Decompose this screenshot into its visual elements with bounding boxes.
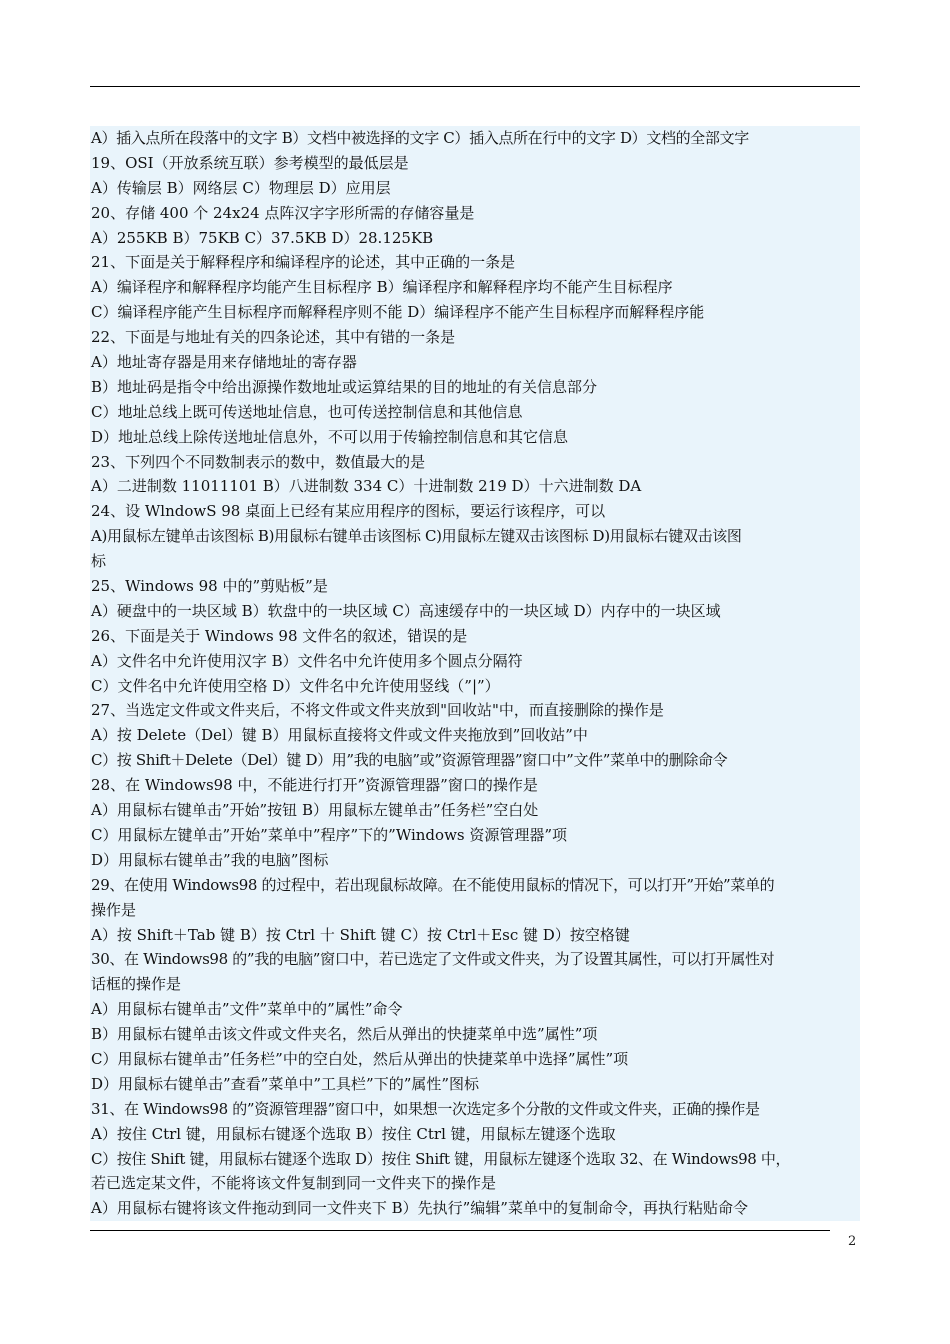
text-line: A）按 Shift＋Tab 键 B）按 Ctrl 十 Shift 键 C）按 Ctrl＋Esc 键 D）按空格键 [90,923,860,948]
text-line: A）用鼠标右键单击”开始”按钮 B）用鼠标左键单击”任务栏”空白处 [90,798,860,823]
text-line: A）按住 Ctrl 键，用鼠标右键逐个选取 B）按住 Ctrl 键，用鼠标左键逐个选取 [90,1122,860,1147]
text-line: 25、Windows 98 中的”剪贴板”是 [90,574,860,599]
document-body [90,126,860,1221]
text-line: 19、OSI（开放系统互联）参考模型的最低层是 [90,151,860,176]
footer-rule [90,1230,830,1231]
text-line: 29、在使用 Windows98 的过程中，若出现鼠标故障。在不能使用鼠标的情况下，可以打开”开始”菜单的 [90,873,860,898]
text-line: C）编译程序能产生目标程序而解释程序则不能 D）编译程序不能产生目标程序而解释程序能 [90,300,860,325]
text-line: 22、下面是与地址有关的四条论述，其中有错的一条是 [90,325,860,350]
text-line: D）地址总线上除传送地址信息外，不可以用于传输控制信息和其它信息 [90,425,860,450]
text-line: A）编译程序和解释程序均能产生目标程序 B）编译程序和解释程序均不能产生目标程序 [90,275,860,300]
text-line: D）用鼠标右键单击”我的电脑”图标 [90,848,860,873]
text-line: 27、当选定文件或文件夹后，不将文件或文件夹放到"回收站"中，而直接删除的操作是 [90,698,860,723]
text-line: A）用鼠标右键单击”文件”菜单中的”属性”命令 [90,997,860,1022]
text-line: 操作是 [90,898,860,923]
text-line: 28、在 Windows98 中，不能进行打开”资源管理器”窗口的操作是 [90,773,860,798]
text-line: 26、下面是关于 Windows 98 文件名的叙述，错误的是 [90,624,860,649]
text-line: C）文件名中允许使用空格 D）文件名中允许使用竖线（”|”） [90,674,860,699]
text-line: 24、设 WlndowS 98 桌面上已经有某应用程序的图标，要运行该程序，可以 [90,499,860,524]
text-line: B）用鼠标右键单击该文件或文件夹名，然后从弹出的快捷菜单中选”属性”项 [90,1022,860,1047]
text-line: 20、存储 400 个 24x24 点阵汉字字形所需的存储容量是 [90,201,860,226]
header-rule [90,86,860,87]
text-line: C）地址总线上既可传送地址信息，也可传送控制信息和其他信息 [90,400,860,425]
text-line: 31、在 Windows98 的”资源管理器”窗口中，如果想一次选定多个分散的文件或文件夹，正确的操作是 [90,1097,860,1122]
text-line: 21、下面是关于解释程序和编译程序的论述，其中正确的一条是 [90,250,860,275]
text-line: 话框的操作是 [90,972,860,997]
text-line: A）用鼠标右键将该文件拖动到同一文件夹下 B）先执行”编辑”菜单中的复制命令，再执行粘贴命令 [90,1196,860,1221]
text-line: C）用鼠标右键单击”任务栏”中的空白处，然后从弹出的快捷菜单中选择”属性”项 [90,1047,860,1072]
text-line: A）地址寄存器是用来存储地址的寄存器 [90,350,860,375]
text-line: A）255KB B）75KB C）37.5KB D）28.125KB [90,226,860,251]
text-line: 30、在 Windows98 的”我的电脑”窗口中，若已选定了文件或文件夹，为了设置其属性，可以打开属性对 [90,947,860,972]
text-line: 若已选定某文件，不能将该文件复制到同一文件夹下的操作是 [90,1171,860,1196]
text-line: A）插入点所在段落中的文字 B）文档中被选择的文字 C）插入点所在行中的文字 D）文档的全部文字 [90,126,860,151]
text-line: 标 [90,549,860,574]
text-line: B）地址码是指令中给出源操作数地址或运算结果的目的地址的有关信息部分 [90,375,860,400]
text-line: C）按住 Shift 键，用鼠标右键逐个选取 D）按住 Shift 键，用鼠标左键逐个选取 32、在 Windows98 中， [90,1147,860,1172]
text-line: 23、下列四个不同数制表示的数中，数值最大的是 [90,450,860,475]
text-line: A）二进制数 11011101 B）八进制数 334 C）十进制数 219 D）十六进制数 DA [90,474,860,499]
text-line: C）用鼠标左键单击”开始”菜单中”程序”下的”Windows 资源管理器”项 [90,823,860,848]
text-line: A）按 Delete（Del）键 B）用鼠标直接将文件或文件夹拖放到”回收站”中 [90,723,860,748]
text-line: A）文件名中允许使用汉字 B）文件名中允许使用多个圆点分隔符 [90,649,860,674]
page-number: 2 [848,1234,857,1249]
text-line: A）硬盘中的一块区域 B）软盘中的一块区域 C）高速缓存中的一块区域 D）内存中的一块区域 [90,599,860,624]
text-line: A）传输层 B）网络层 C）物理层 D）应用层 [90,176,860,201]
text-line: A)用鼠标左键单击该图标 B)用鼠标右键单击该图标 C)用鼠标左键双击该图标 D)用鼠标右键双击该图 [90,524,860,549]
text-line: D）用鼠标右键单击”查看”菜单中”工具栏”下的”属性”图标 [90,1072,860,1097]
text-line: C）按 Shift＋Delete（Del）键 D）用”我的电脑”或”资源管理器”窗口中”文件”菜单中的删除命令 [90,748,860,773]
